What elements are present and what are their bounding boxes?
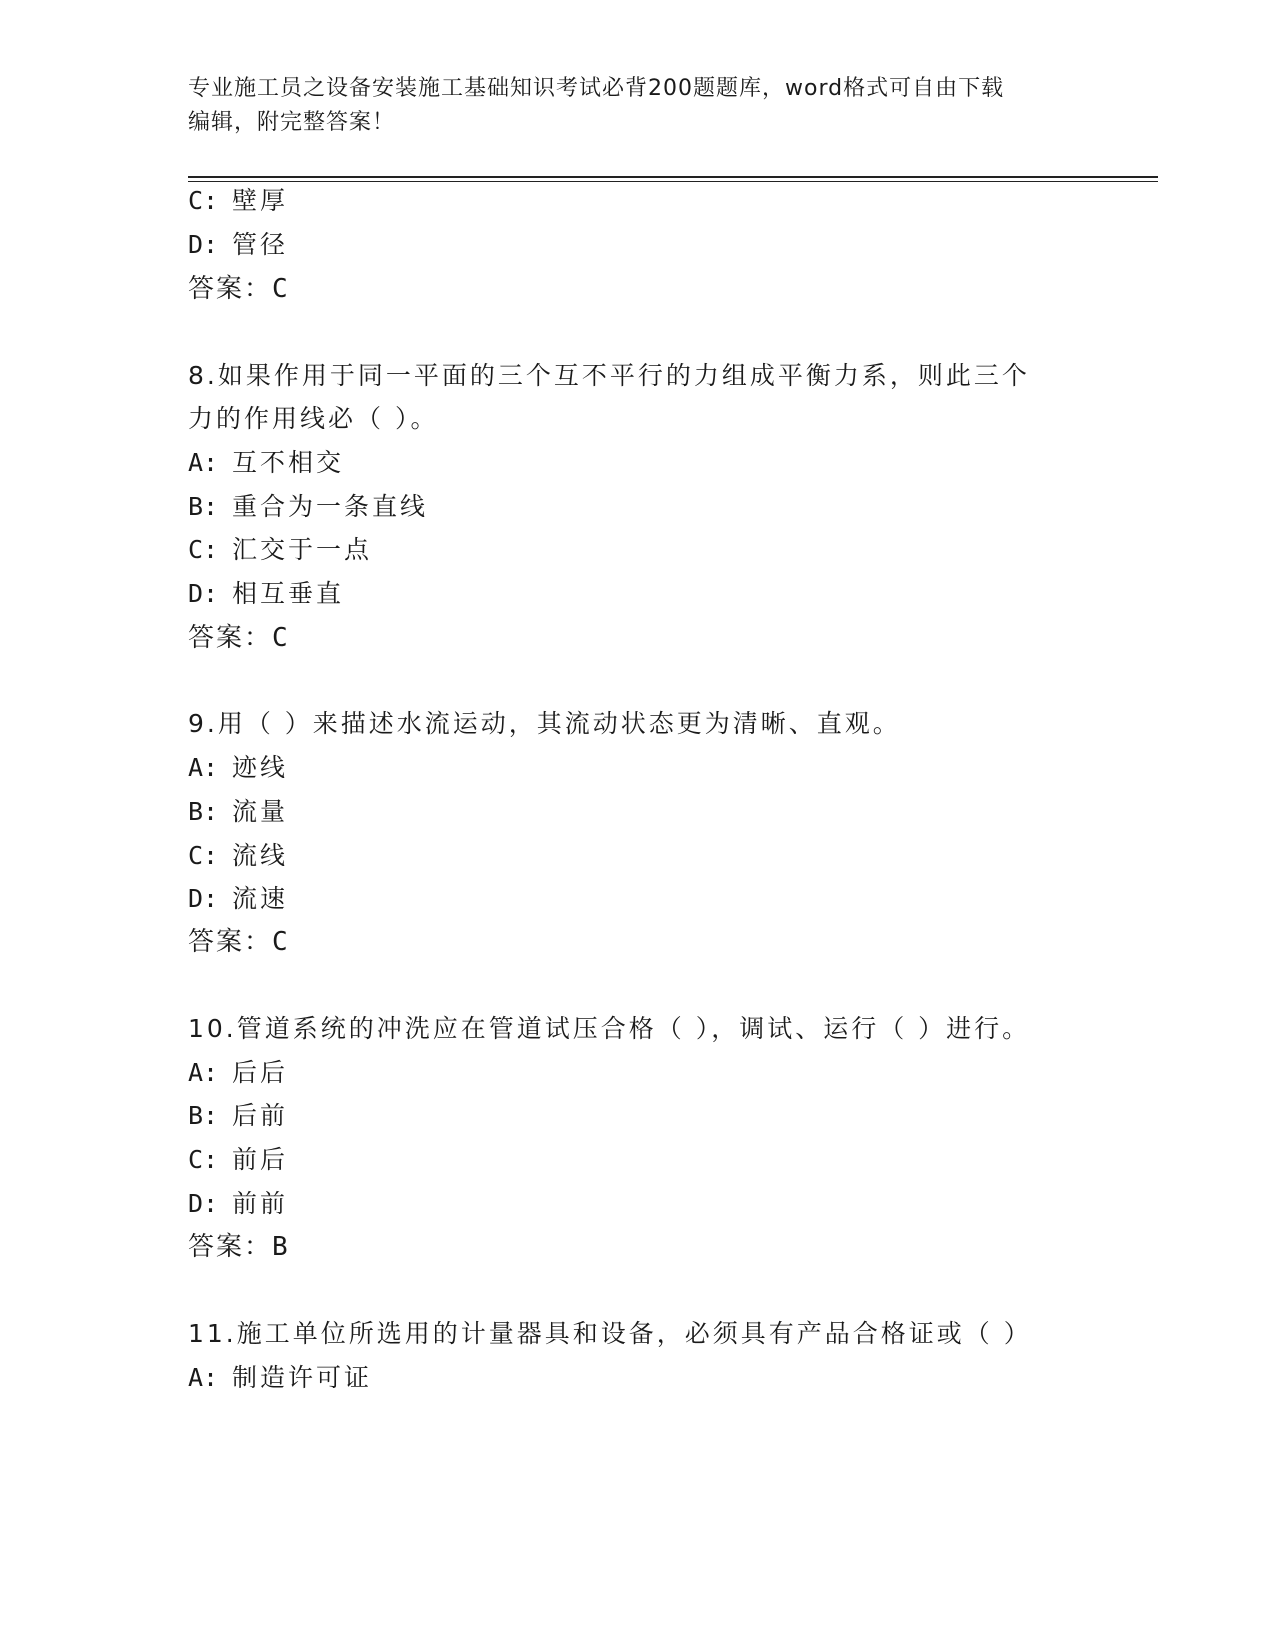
q8-option-b: [188, 492, 428, 522]
option-letter: C:: [188, 841, 219, 870]
q11-option-a: [188, 1363, 372, 1393]
option-text: 汇交于一点: [232, 535, 373, 564]
answer-value: C: [272, 927, 290, 957]
answer-value: C: [272, 623, 290, 653]
option-letter: C:: [188, 1145, 219, 1174]
answer-label: 答案：: [188, 623, 273, 653]
option-text: 管径: [232, 230, 289, 259]
option-text: 后后: [232, 1058, 289, 1087]
answer-value: B: [272, 1232, 290, 1262]
answer-value: C: [272, 274, 290, 304]
header-line-1: 专业施工员之设备安装施工基础知识考试必背200题题库，word格式可自由下载: [188, 76, 1005, 101]
option-letter: D:: [188, 1189, 219, 1218]
q9-option-b: [188, 797, 288, 827]
option-letter: A:: [188, 1363, 219, 1392]
q8-answer: [188, 623, 290, 653]
option-text: 流线: [232, 841, 289, 870]
header-line-2: 编辑，附完整答案！: [188, 110, 396, 135]
option-letter: B:: [188, 1101, 219, 1130]
option-text: 迹线: [232, 753, 289, 782]
q10-stem-line-1: 10.管道系统的冲洗应在管道试压合格（ ），调试、运行（ ）进行。: [188, 1014, 1031, 1043]
option-text: 后前: [232, 1101, 289, 1130]
option-letter: B:: [188, 797, 219, 826]
q7-answer: [188, 274, 290, 304]
option-letter: D:: [188, 579, 219, 608]
header-rule-thick: [188, 176, 1158, 178]
q8-option-d: [188, 579, 344, 609]
option-letter: D:: [188, 884, 219, 913]
option-text: 流量: [232, 797, 289, 826]
document-header: [188, 72, 1068, 140]
q9-option-c: [188, 841, 288, 871]
q9-answer: [188, 927, 290, 957]
option-text: 制造许可证: [232, 1363, 373, 1392]
q10-answer: [188, 1232, 290, 1262]
q8-stem-line-2: 力的作用线必（ ）。: [188, 404, 439, 433]
option-text: 壁厚: [232, 186, 289, 215]
q10-option-a: [188, 1058, 288, 1088]
answer-label: 答案：: [188, 1232, 273, 1262]
q9-stem-line-1: 9.用（ ）来描述水流运动，其流动状态更为清晰、直观。: [188, 709, 901, 738]
option-letter: A:: [188, 753, 219, 782]
answer-label: 答案：: [188, 927, 273, 957]
q8-option-c: [188, 535, 372, 565]
option-letter: B:: [188, 492, 219, 521]
answer-label: 答案：: [188, 274, 273, 304]
q7-option-c: [188, 186, 288, 216]
option-text: 前后: [232, 1145, 289, 1174]
q9-option-a: [188, 753, 288, 783]
q7-option-d: [188, 230, 288, 260]
q8-stem-line-1: 8.如果作用于同一平面的三个互不平行的力组成平衡力系，则此三个: [188, 361, 1030, 390]
option-text: 相互垂直: [232, 579, 345, 608]
option-letter: A:: [188, 448, 219, 477]
option-text: 互不相交: [232, 448, 345, 477]
q8-option-a: [188, 448, 344, 478]
q9-option-d: [188, 884, 288, 914]
option-letter: C:: [188, 186, 219, 215]
q10-option-c: [188, 1145, 288, 1175]
option-letter: A:: [188, 1058, 219, 1087]
option-text: 重合为一条直线: [232, 492, 429, 521]
q10-option-b: [188, 1101, 288, 1131]
option-text: 前前: [232, 1189, 289, 1218]
q10-option-d: [188, 1189, 288, 1219]
option-letter: D:: [188, 230, 219, 259]
option-letter: C:: [188, 535, 219, 564]
option-text: 流速: [232, 884, 289, 913]
header-rule-thin: [188, 181, 1158, 182]
q11-stem-line-1: 11.施工单位所选用的计量器具和设备，必须具有产品合格证或（ ）: [188, 1319, 1032, 1348]
